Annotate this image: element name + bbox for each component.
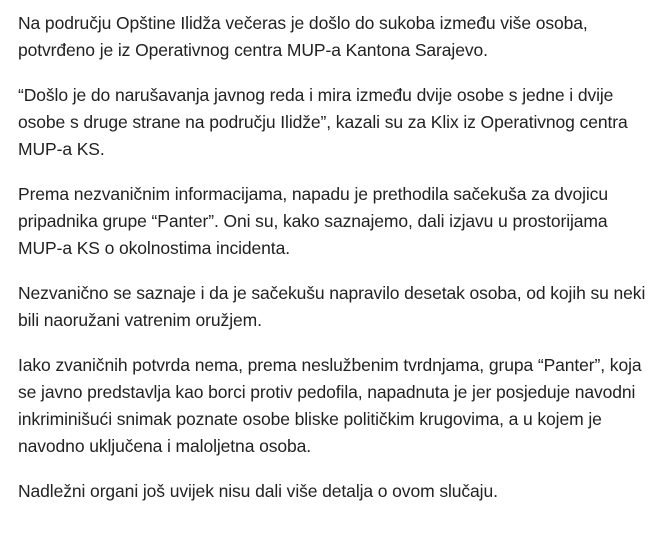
paragraph-1: Na području Opštine Ilidža večeras je došlo do sukoba između više osoba, potvrđeno je iz Operativnog centra MUP-a Kantona Sarajevo. bbox=[18, 13, 588, 60]
paragraph-2: “Došlo je do narušavanja javnog reda i mira između dvije osobe s jedne i dvije osobe s druge strane na području Ilidže”, kazali su za Klix iz Operativnog centra MUP-a KS. bbox=[18, 85, 628, 159]
paragraph-6: Nadležni organi još uvijek nisu dali više detalja o ovom slučaju. bbox=[18, 481, 498, 501]
paragraph-5: Iako zvaničnih potvrda nema, prema neslužbenim tvrdnjama, grupa “Panter”, koja se javno predstavlja kao borci protiv pedofila, napadnuta je jer posjeduje navodni inkriminišući snimak poznate osobe bliske političkim krugovima, a u kojem je navodno uključena i maloljetna osoba. bbox=[18, 355, 642, 456]
paragraph-3: Prema nezvaničnim informacijama, napadu je prethodila sačekuša za dvojicu pripadnika grupe “Panter”. Oni su, kako saznajemo, dali izjavu u prostorijama MUP-a KS o okolnostima incidenta. bbox=[18, 184, 608, 258]
paragraph-4: Nezvanično se saznaje i da je sačekušu napravilo desetak osoba, od kojih su neki bili naoružani vatrenim oružjem. bbox=[18, 283, 646, 330]
